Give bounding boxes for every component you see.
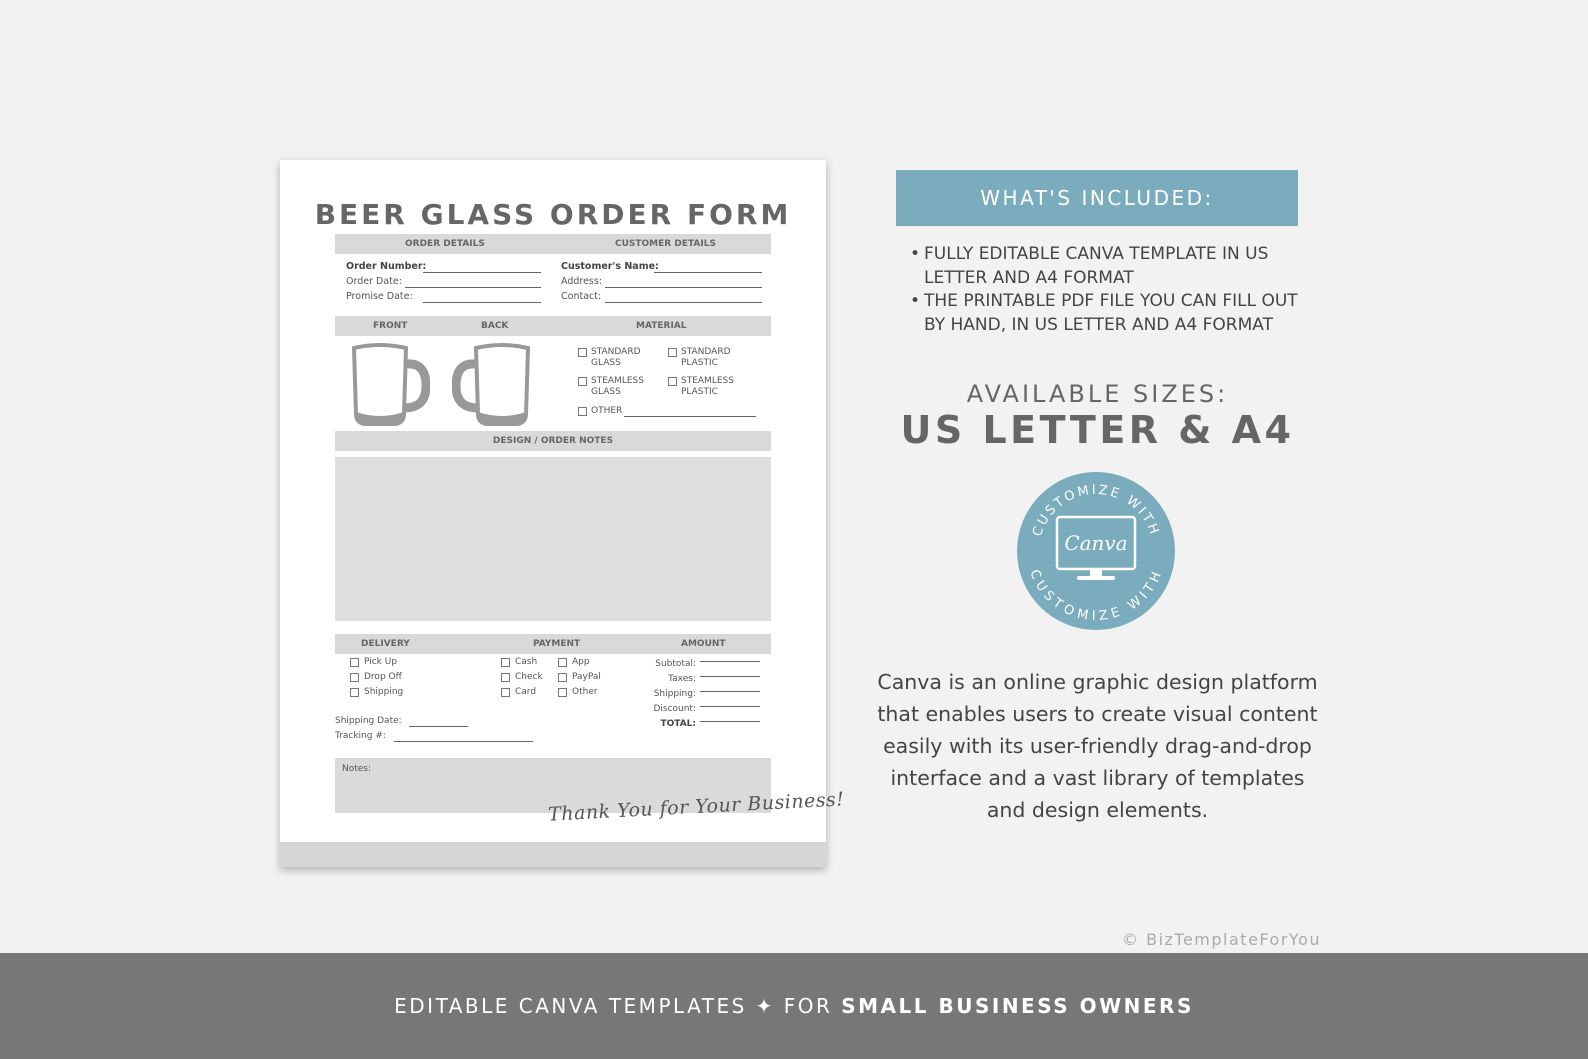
- card-label: Card: [515, 687, 537, 697]
- other-payment-label: Other: [572, 687, 598, 697]
- standard-plastic-label: STANDARD PLASTIC: [681, 347, 731, 368]
- total-label: TOTAL:: [660, 719, 696, 729]
- paypal-checkbox[interactable]: [558, 673, 567, 682]
- steamless-glass-checkbox[interactable]: [578, 377, 587, 386]
- copyright-watermark: © BizTemplateForYou: [1122, 930, 1321, 949]
- promise-date-line: [423, 302, 541, 303]
- thank-you-signature: Thank You for Your Business!: [547, 788, 845, 826]
- order-date-line: [405, 287, 541, 288]
- included-item: • THE PRINTABLE PDF FILE YOU CAN FILL OUT BY HAND, IN US LETTER AND A4 FORMAT: [910, 290, 1310, 337]
- customer-details-header: CUSTOMER DETAILS: [615, 239, 716, 249]
- shipping-label: Shipping: [364, 687, 404, 697]
- contact-line: [605, 302, 762, 303]
- customer-name-label: Customer's Name:: [561, 261, 659, 272]
- discount-line: [700, 706, 760, 707]
- footer-banner-emphasis: SMALL BUSINESS OWNERS: [841, 994, 1194, 1018]
- shipping-date-line: [409, 726, 468, 727]
- standard-glass-checkbox[interactable]: [578, 348, 587, 357]
- check-label: Check: [515, 672, 543, 682]
- check-checkbox[interactable]: [501, 673, 510, 682]
- tracking-line: [394, 741, 533, 742]
- design-notes-header-bar: [335, 431, 771, 451]
- shipping-amount-label: Shipping:: [653, 689, 696, 699]
- standard-glass-label: STANDARD GLASS: [591, 347, 641, 368]
- design-notes-area[interactable]: [335, 457, 771, 621]
- promise-date-label: Promise Date:: [346, 291, 413, 302]
- badge-text-bottom: CUSTOMIZE WITH: [1026, 567, 1166, 625]
- order-number-label: Order Number:: [346, 261, 427, 272]
- shipping-checkbox[interactable]: [350, 688, 359, 697]
- whats-included-header: WHAT'S INCLUDED:: [896, 170, 1298, 226]
- discount-label: Discount:: [653, 704, 696, 714]
- pick-up-label: Pick Up: [364, 657, 398, 667]
- taxes-line: [700, 676, 760, 677]
- address-label: Address:: [561, 276, 603, 287]
- form-title: BEER GLASS ORDER FORM: [314, 198, 792, 231]
- paypal-label: PayPal: [572, 672, 601, 682]
- back-header: BACK: [481, 321, 509, 331]
- total-line: [700, 721, 760, 722]
- standard-plastic-checkbox[interactable]: [668, 348, 677, 357]
- details-header-bar: [335, 234, 771, 254]
- design-header-bar: [335, 316, 771, 336]
- badge-text-top: CUSTOMIZE WITH: [1030, 482, 1162, 539]
- shipping-amount-line: [700, 691, 760, 692]
- included-item: • FULLY EDITABLE CANVA TEMPLATE IN US LETTER AND A4 FORMAT: [910, 243, 1310, 290]
- other-payment-checkbox[interactable]: [558, 688, 567, 697]
- other-material-label: OTHER: [591, 406, 623, 416]
- footer-banner: [0, 953, 1588, 1059]
- steamless-plastic-label: STEAMLESS PLASTIC: [681, 376, 734, 397]
- paper-footer-strip: [280, 842, 826, 867]
- material-header: MATERIAL: [636, 321, 687, 331]
- steamless-plastic-checkbox[interactable]: [668, 377, 677, 386]
- app-label: App: [572, 657, 590, 667]
- beer-mug-back-icon: [452, 342, 532, 428]
- available-sizes-value: US LETTER & A4: [900, 408, 1295, 452]
- footer-banner-text: EDITABLE CANVA TEMPLATES ✦ FOR: [394, 994, 842, 1018]
- front-header: FRONT: [373, 321, 408, 331]
- subtotal-line: [700, 661, 760, 662]
- cash-checkbox[interactable]: [501, 658, 510, 667]
- steamless-glass-label: STEAMLESS GLASS: [591, 376, 644, 397]
- order-form-preview: [280, 160, 845, 867]
- taxes-label: Taxes:: [668, 674, 696, 684]
- payment-header: PAYMENT: [533, 639, 581, 649]
- drop-off-label: Drop Off: [364, 672, 402, 682]
- card-checkbox[interactable]: [501, 688, 510, 697]
- subtotal-label: Subtotal:: [655, 659, 696, 669]
- tracking-label: Tracking #:: [335, 731, 386, 741]
- address-line: [605, 287, 762, 288]
- app-checkbox[interactable]: [558, 658, 567, 667]
- delivery-header: DELIVERY: [361, 639, 410, 649]
- other-material-checkbox[interactable]: [578, 407, 587, 416]
- shipping-date-label: Shipping Date:: [335, 716, 402, 726]
- design-notes-header: DESIGN / ORDER NOTES: [492, 436, 614, 446]
- order-number-line: [423, 272, 541, 273]
- contact-label: Contact:: [561, 291, 602, 302]
- customer-name-line: [654, 272, 762, 273]
- other-material-line: [624, 416, 756, 417]
- payment-header-bar: [335, 634, 771, 654]
- customize-with-canva-badge: [1017, 472, 1175, 630]
- pick-up-checkbox[interactable]: [350, 658, 359, 667]
- notes-label: Notes:: [342, 764, 372, 774]
- drop-off-checkbox[interactable]: [350, 673, 359, 682]
- cash-label: Cash: [515, 657, 538, 667]
- beer-mug-front-icon: [350, 342, 430, 428]
- order-details-header: ORDER DETAILS: [405, 239, 485, 249]
- order-date-label: Order Date:: [346, 276, 402, 287]
- available-sizes-label: AVAILABLE SIZES:: [966, 380, 1229, 408]
- included-list: [910, 243, 1310, 337]
- canva-logo: Canva: [1064, 531, 1128, 555]
- amount-header: AMOUNT: [681, 639, 726, 649]
- canva-description: Canva is an online graphic design platform that enables users to create visual content easily with its user-friendly drag-and-drop interface and a vast library of templates and design elements.: [877, 670, 1318, 822]
